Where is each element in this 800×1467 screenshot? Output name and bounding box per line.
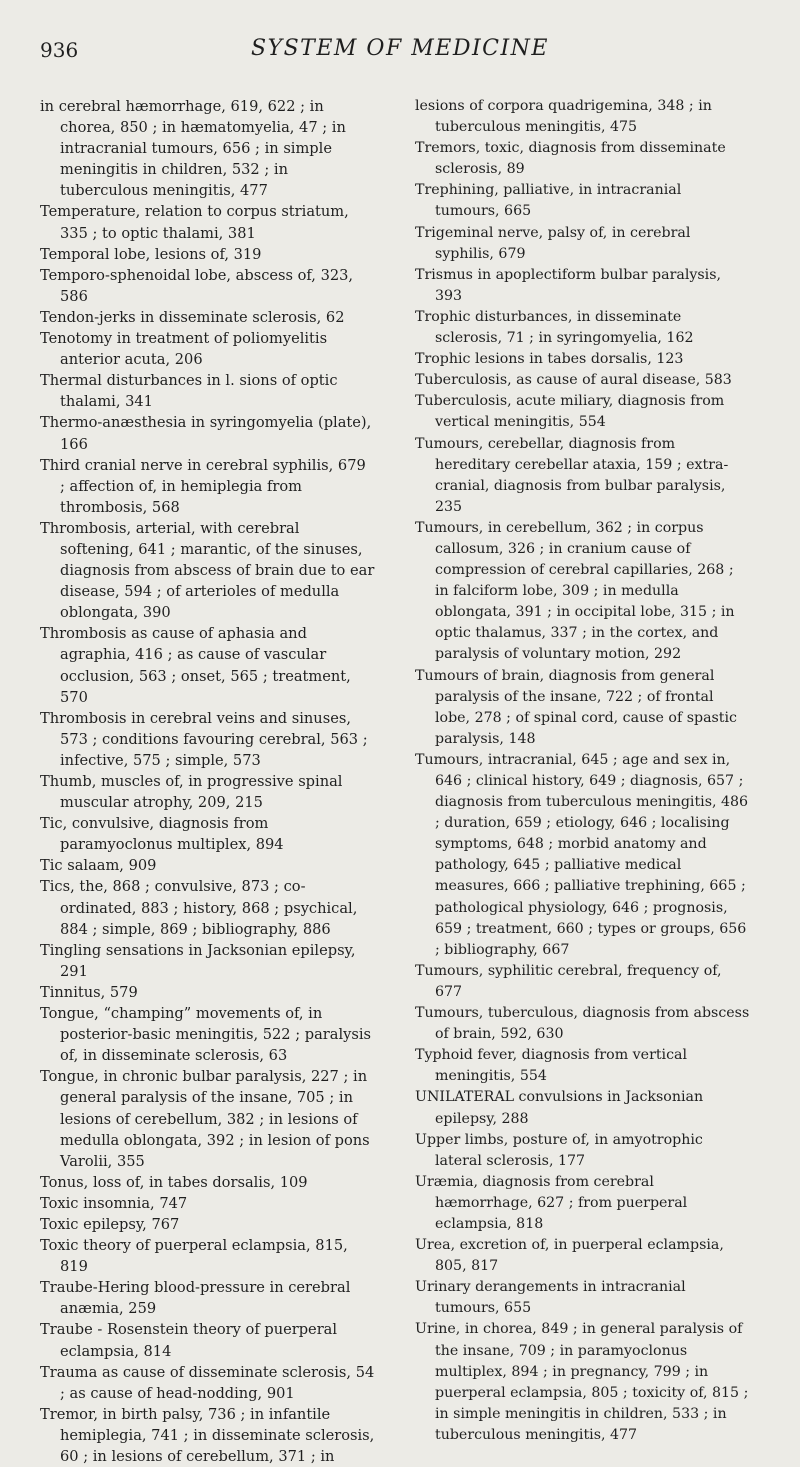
index-entry: Tuberculosis, as cause of aural disease, 583	[415, 372, 732, 389]
index-column-left	[40, 96, 375, 1467]
index-entry: Temperature, relation to corpus striatum, 335 ; to optic thalami, 381	[40, 203, 349, 242]
index-entry: Tinnitus, 579	[40, 983, 138, 1001]
index-entry: Toxic theory of puerperal eclampsia, 815, 819	[40, 1237, 348, 1276]
index-entry: Trophic disturbances, in disseminate sclerosis, 71 ; in syringomyelia, 162	[415, 308, 694, 347]
index-entry: Urea, excretion of, in puerperal eclampsia, 805, 817	[415, 1237, 724, 1275]
index-entry: Thrombosis, arterial, with cerebral softening, 641 ; marantic, of the sinuses, diagnosis from abscess of brain due to ear disease, 594 ; of arterioles of medulla oblongata, 390	[40, 519, 375, 622]
index-entry: Tumours, in cerebellum, 362 ; in corpus callosum, 326 ; in cranium cause of compression of cerebral capillaries, 268 ; in falciform lobe, 309 ; in medulla oblongata, 391 ; in occipital lobe, 315 ; in optic thalamus, 337 ; in the cortex, and paralysis of voluntary motion, 292	[415, 519, 735, 663]
index-entry: Temporal lobe, lesions of, 319	[40, 245, 262, 263]
index-entry: Tonus, loss of, in tabes dorsalis, 109	[40, 1173, 308, 1191]
index-entry: Thermal disturbances in l. sions of optic thalami, 341	[40, 372, 338, 411]
index-entry: Uræmia, diagnosis from cerebral hæmorrhage, 627 ; from puerperal eclampsia, 818	[415, 1173, 688, 1232]
index-entry: Tumours, cerebellar, diagnosis from hereditary cerebellar ataxia, 159 ; extra-cranial, diagnosis from bulbar paralysis, 235	[415, 435, 729, 515]
index-entry: Trigeminal nerve, palsy of, in cerebral syphilis, 679	[415, 224, 691, 262]
index-entry: Urine, in chorea, 849 ; in general paralysis of the insane, 709 ; in paramyoclonus multiplex, 894 ; in pregnancy, 799 ; in puerperal eclampsia, 805 ; toxicity of, 815 ; in simple meningitis in children, 533 ; in tuberculous meningitis, 477	[415, 1321, 749, 1443]
running-title: SYSTEM OF MEDICINE	[251, 36, 549, 61]
index-entry: Thrombosis as cause of aphasia and agraphia, 416 ; as cause of vascular occlusion, 563 ; onset, 565 ; treatment, 570	[40, 625, 351, 706]
page-number: 936	[40, 38, 79, 62]
page-header	[0, 34, 800, 64]
index-entry: Thermo-anæsthesia in syringomyelia (plate), 166	[40, 414, 372, 453]
index-entry: Toxic insomnia, 747	[40, 1194, 188, 1212]
index-entry: in cerebral hæmorrhage, 619, 622 ; in chorea, 850 ; in hæmatomyelia, 47 ; in intracranial tumours, 656 ; in simple meningitis in children, 532 ; in tuberculous meningitis, 477	[40, 98, 346, 200]
index-entry: lesions of corpora quadrigemina, 348 ; in tuberculous meningitis, 475	[415, 98, 712, 136]
index-entry: Traube-Hering blood-pressure in cerebral anæmia, 259	[40, 1279, 351, 1318]
index-entry: Traube - Rosenstein theory of puerperal eclampsia, 814	[40, 1321, 338, 1360]
index-entry: Tenotomy in treatment of poliomyelitis anterior acuta, 206	[40, 330, 328, 369]
index-entry: UNILATERAL convulsions in Jacksonian epilepsy, 288	[415, 1089, 704, 1127]
index-entry: Tumours, intracranial, 645 ; age and sex in, 646 ; clinical history, 649 ; diagnosis, 657 ; diagnosis from tuberculous meningitis, 486 ; duration, 659 ; etiology, 646 ; localising symptoms, 648 ; morbid anatomy and pathology, 645 ; palliative medical measures, 666 ; palliative trephining, 665 ; pathological physiology, 646 ; prognosis, 659 ; treatment, 660 ; types or groups, 656 ; bibliography, 667	[415, 751, 749, 958]
index-entry: Tics, the, 868 ; convulsive, 873 ; co-ordinated, 883 ; history, 868 ; psychical, 884 ; simple, 869 ; bibliography, 886	[40, 878, 358, 938]
index-column-right	[415, 96, 750, 1446]
index-entry: Third cranial nerve in cerebral syphilis, 679 ; affection of, in hemiplegia from thrombosis, 568	[40, 456, 366, 516]
index-entry: Trophic lesions in tabes dorsalis, 123	[415, 351, 684, 368]
index-entry: Thrombosis in cerebral veins and sinuses, 573 ; conditions favouring cerebral, 563 ; infective, 575 ; simple, 573	[40, 709, 368, 769]
index-entry: Urinary derangements in intracranial tumours, 655	[415, 1279, 686, 1317]
index-entry: Tuberculosis, acute miliary, diagnosis from vertical meningitis, 554	[415, 393, 725, 431]
index-entry: Tongue, “champing” movements of, in posterior-basic meningitis, 522 ; paralysis of, in disseminate sclerosis, 63	[40, 1005, 372, 1065]
index-entry: Tremors, toxic, diagnosis from disseminate sclerosis, 89	[415, 140, 726, 178]
index-entry: Tongue, in chronic bulbar paralysis, 227 ; in general paralysis of the insane, 705 ; in lesions of cerebellum, 382 ; in lesions of medulla oblongata, 392 ; in lesion of pons Varolii, 355	[40, 1068, 370, 1170]
index-entry: Trephining, palliative, in intracranial tumours, 665	[415, 182, 682, 220]
index-entry: Tumours, tuberculous, diagnosis from abscess of brain, 592, 630	[415, 1005, 750, 1043]
index-entry: Trauma as cause of disseminate sclerosis, 54 ; as cause of head-nodding, 901	[40, 1363, 375, 1402]
index-entry: Thumb, muscles of, in progressive spinal muscular atrophy, 209, 215	[40, 773, 343, 812]
index-entry: Tumours, syphilitic cerebral, frequency of, 677	[415, 962, 722, 1000]
index-entry: Toxic epilepsy, 767	[40, 1215, 180, 1233]
index-entry: Temporo-sphenoidal lobe, abscess of, 323, 586	[40, 266, 354, 305]
index-entry: Tingling sensations in Jacksonian epilepsy, 291	[40, 941, 356, 980]
index-entry: Tic salaam, 909	[40, 857, 157, 875]
index-entry: Tremor, in birth palsy, 736 ; in infantile hemiplegia, 741 ; in disseminate sclerosis, 60 ; in lesions of cerebellum, 371 ; in	[40, 1405, 375, 1465]
index-entry: Tic, convulsive, diagnosis from paramyoclonus multiplex, 894	[40, 815, 284, 854]
index-entry: Tumours of brain, diagnosis from general paralysis of the insane, 722 ; of frontal lobe, 278 ; of spinal cord, cause of spastic paralysis, 148	[415, 667, 737, 747]
index-entry: Upper limbs, posture of, in amyotrophic lateral sclerosis, 177	[415, 1131, 703, 1169]
index-entry: Trismus in apoplectiform bulbar paralysis, 393	[415, 266, 721, 304]
index-entry: Tendon-jerks in disseminate sclerosis, 62	[40, 308, 345, 326]
index-entry: Typhoid fever, diagnosis from vertical meningitis, 554	[415, 1047, 688, 1085]
